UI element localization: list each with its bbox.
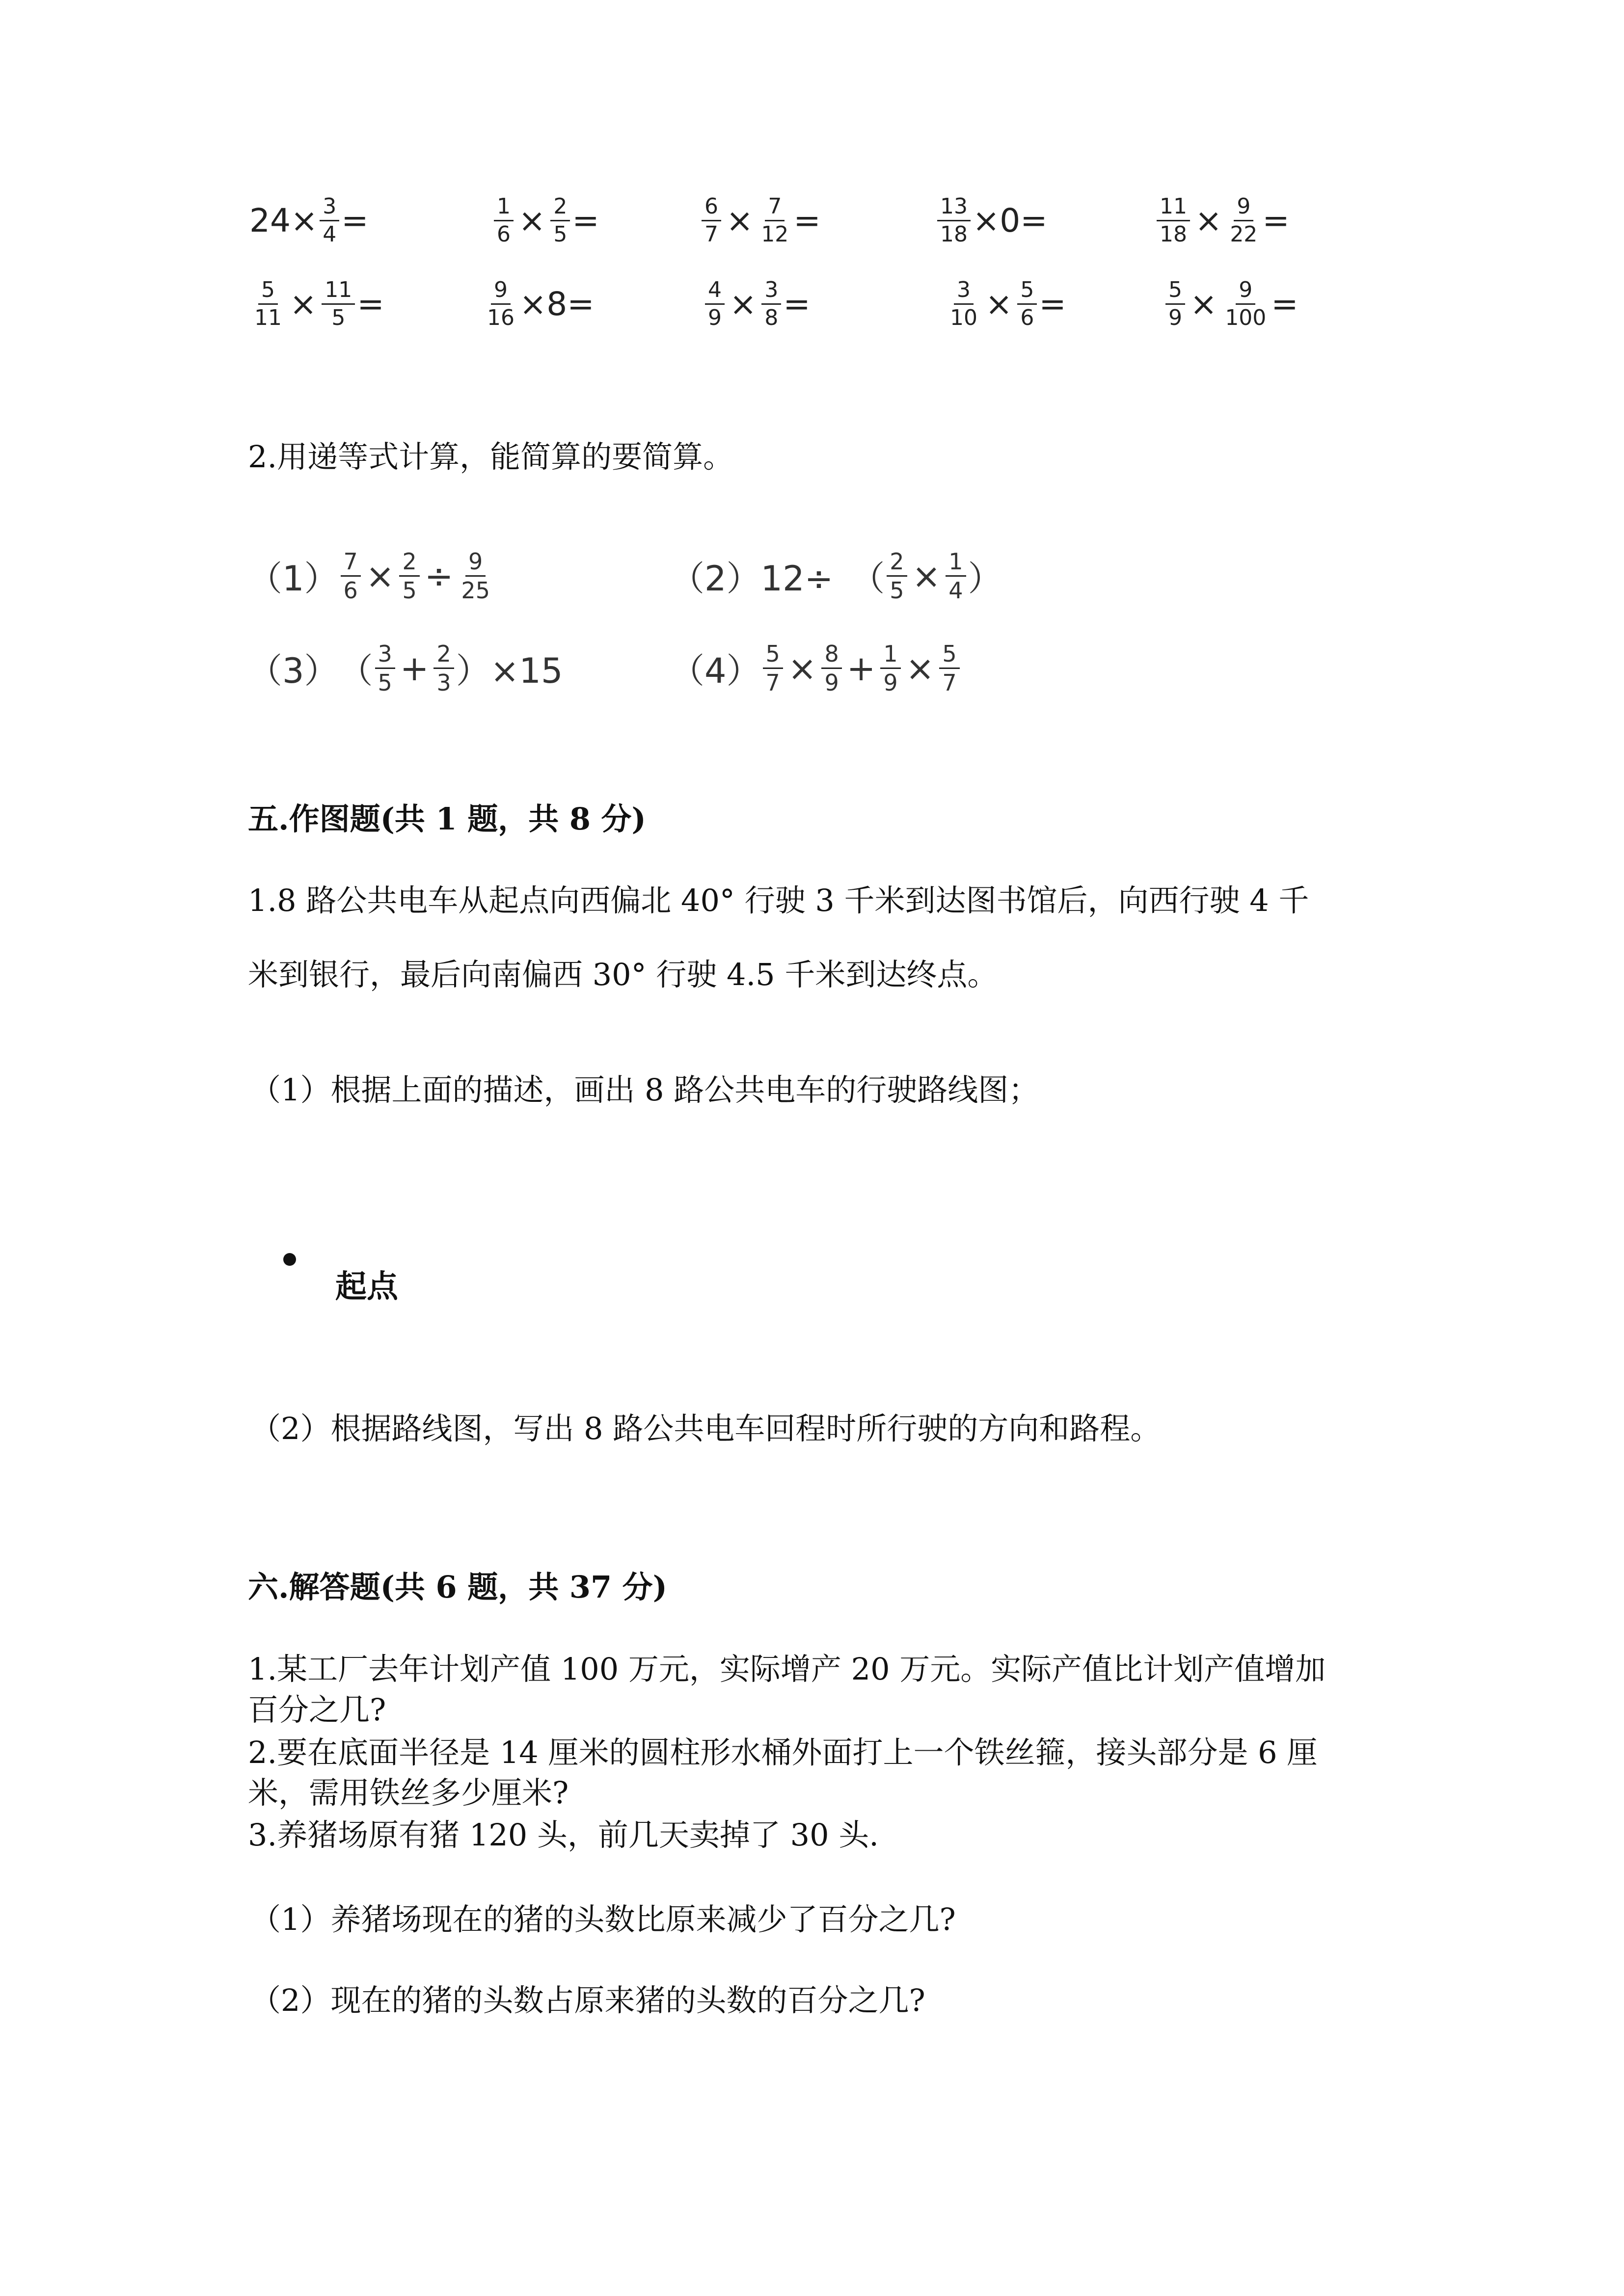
fraction: $\frac{11}{5}$	[322, 279, 355, 329]
calc-item-1-4	[935, 195, 1048, 246]
calc-item-2-1	[249, 279, 384, 329]
expr-prefix: （	[338, 651, 373, 692]
s6-q3-sub2: （2）现在的猪的头数占原来猪的头数的百分之几?	[250, 1982, 925, 2018]
calc-item-1-1	[249, 195, 369, 246]
operator: +	[400, 648, 429, 689]
s5-sub2: （2）根据路线图，写出 8 路公共电车回程时所行驶的方向和路程。	[250, 1411, 1161, 1446]
fraction: $\frac{9}{22}$	[1230, 194, 1258, 247]
calc-item-1-2	[492, 195, 599, 246]
operator: ×	[365, 556, 395, 596]
start-point-label: 起点	[335, 1269, 398, 1305]
fraction: $\frac{6}{7}$	[702, 195, 721, 246]
q2-title: 2.用递等式计算，能简算的要简算。	[248, 439, 734, 475]
fraction: $\frac{5}{7}$	[763, 642, 783, 695]
calc-item-1-3	[700, 195, 821, 246]
operator: ×	[1190, 285, 1218, 323]
fraction: $\frac{1}{4}$	[946, 550, 966, 603]
q2-part-2	[670, 550, 1002, 603]
s5-q1-line2: 米到银行，最后向南偏西 30° 行驶 4.5 千米到达终点。	[248, 957, 998, 992]
fraction: $\frac{5}{11}$	[254, 277, 282, 331]
calc-suffix: =	[572, 202, 599, 240]
calc-suffix: =	[783, 285, 811, 323]
operator: ×	[912, 556, 941, 596]
start-point-dot	[283, 1253, 296, 1266]
fraction: $\frac{1}{9}$	[880, 642, 900, 695]
calc-item-2-2	[482, 279, 595, 329]
operator: +	[846, 648, 876, 689]
fraction: $\frac{3}{4}$	[320, 195, 339, 246]
expr-suffix: ）	[968, 559, 1002, 599]
fraction: $\frac{7}{12}$	[761, 194, 789, 247]
fraction: $\frac{5}{7}$	[939, 642, 959, 695]
fraction: $\frac{5}{6}$	[1017, 279, 1037, 329]
calc-suffix: ×0=	[973, 202, 1048, 240]
operator: ×	[730, 285, 757, 323]
calc-item-2-3	[703, 279, 811, 329]
fraction: $\frac{8}{9}$	[821, 642, 841, 695]
fraction: $\frac{3}{8}$	[761, 279, 781, 329]
expr-prefix: 12÷ （	[760, 559, 885, 599]
operator: ×	[985, 285, 1013, 323]
fraction: $\frac{3}{10}$	[950, 277, 977, 331]
calc-suffix: =	[341, 202, 369, 240]
s6-q2-line2: 米，需用铁丝多少厘米?	[248, 1775, 569, 1811]
calc-suffix: =	[1271, 285, 1299, 323]
part-label: （4）	[670, 651, 761, 692]
s6-q3-line1: 3.养猪场原有猪 120 头，前几天卖掉了 30 头.	[248, 1817, 879, 1853]
fraction: $\frac{9}{100}$	[1225, 277, 1267, 331]
operator: ×	[905, 648, 935, 689]
fraction: $\frac{2}{3}$	[433, 642, 454, 695]
fraction: $\frac{13}{18}$	[937, 195, 971, 246]
calc-item-2-5	[1164, 279, 1299, 329]
calc-suffix: ×8=	[519, 285, 595, 323]
operator: ×	[1195, 202, 1222, 240]
s6-q1-line2: 百分之几?	[248, 1692, 386, 1728]
fraction: $\frac{1}{6}$	[494, 195, 514, 246]
fraction: $\frac{4}{9}$	[705, 279, 725, 329]
fraction: $\frac{2}{5}$	[399, 550, 419, 603]
operator: ×	[290, 285, 317, 323]
fraction: $\frac{3}{5}$	[375, 642, 395, 695]
operator: ×	[787, 648, 817, 689]
calc-suffix: =	[1039, 285, 1066, 323]
operator: ×	[518, 202, 546, 240]
part-label: （3）	[248, 651, 339, 692]
s6-q2-line1: 2.要在底面半径是 14 厘米的圆柱形水桶外面打上一个铁丝箍，接头部分是 6 厘	[248, 1735, 1318, 1770]
calc-suffix: =	[357, 285, 384, 323]
operator: ÷	[424, 556, 454, 596]
s5-sub1: （1）根据上面的描述，画出 8 路公共电车的行驶路线图；	[250, 1072, 1039, 1108]
q2-part-3	[248, 642, 563, 695]
s6-q3-sub1: （1）养猪场现在的猪的头数比原来减少了百分之几?	[250, 1901, 956, 1937]
section-5-heading: 五.作图题(共 1 题，共 8 分)	[248, 801, 646, 837]
s5-q1-line1: 1.8 路公共电车从起点向西偏北 40° 行驶 3 千米到达图书馆后，向西行驶 4 千	[248, 882, 1309, 918]
q2-part-4	[670, 642, 962, 695]
fraction: $\frac{2}{5}$	[550, 195, 570, 246]
operator: ×	[726, 202, 754, 240]
fraction: $\frac{2}{5}$	[887, 550, 907, 603]
fraction: $\frac{7}{6}$	[341, 550, 361, 603]
part-label: （2）	[670, 559, 761, 599]
calc-item-2-4	[945, 279, 1066, 329]
fraction: $\frac{9}{25}$	[461, 548, 490, 604]
calc-prefix: 24×	[249, 202, 318, 240]
s6-q1-line1: 1.某工厂去年计划产值 100 万元，实际增产 20 万元。实际产值比计划产值增加	[248, 1651, 1326, 1687]
fraction: $\frac{11}{18}$	[1157, 195, 1190, 246]
q2-part-1	[248, 550, 495, 603]
fraction: $\frac{9}{16}$	[487, 277, 514, 331]
calc-item-1-5	[1155, 195, 1290, 246]
calc-suffix: =	[793, 202, 821, 240]
expr-suffix: ）×15	[456, 651, 563, 692]
fraction: $\frac{5}{9}$	[1165, 279, 1185, 329]
calc-suffix: =	[1262, 202, 1290, 240]
section-6-heading: 六.解答题(共 6 题，共 37 分)	[248, 1569, 668, 1605]
part-label: （1）	[248, 559, 339, 599]
